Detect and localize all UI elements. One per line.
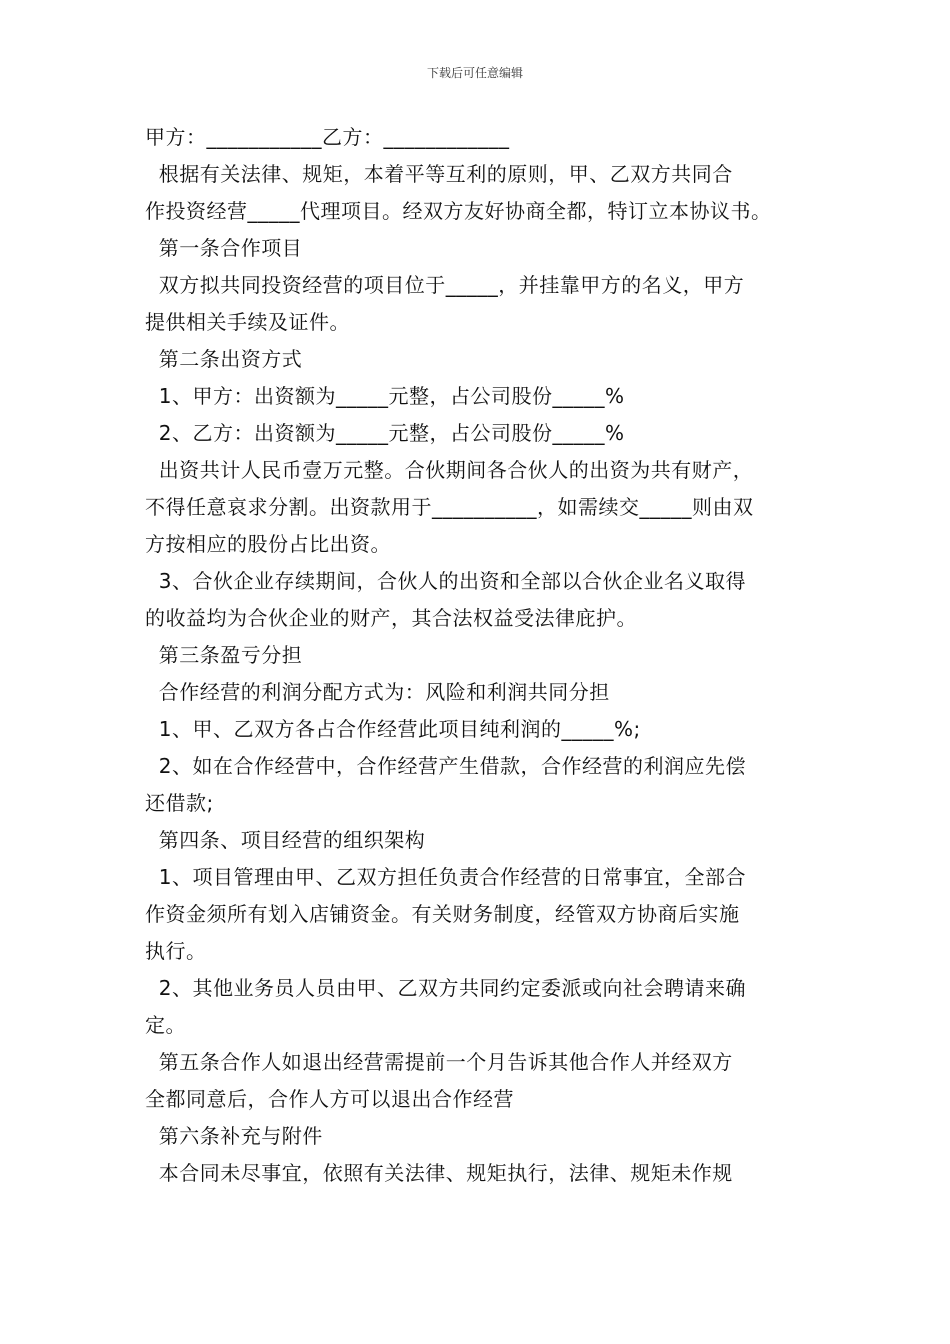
text-line: 全都同意后，合作人方可以退出合作经营 xyxy=(145,1087,514,1111)
section-heading: 第四条、项目经营的组织架构 xyxy=(145,828,426,852)
text-line: 1、甲、乙双方各占合作经营此项目纯利润的_____%; xyxy=(145,717,641,741)
page-header: 下载后可任意编辑 xyxy=(426,66,523,80)
text-line: 2、其他业务员人员由甲、乙双方共同约定委派或向社会聘请来确 xyxy=(145,976,746,1000)
text-line: 方按相应的股份占比出资。 xyxy=(145,532,391,556)
document-body xyxy=(145,119,815,1192)
text-line: 合作经营的利润分配方式为：风险和利润共同分担 xyxy=(145,680,610,704)
text-line: 作投资经营_____代理项目。经双方友好协商全都，特订立本协议书。 xyxy=(145,199,772,223)
text-line: 1、项目管理由甲、乙双方担任负责合作经营的日常事宜，全部合 xyxy=(145,865,746,889)
text-line: 2、如在合作经营中，合作经营产生借款，合作经营的利润应先偿 xyxy=(145,754,746,778)
section-heading: 第一条合作项目 xyxy=(145,236,303,260)
section-heading: 第五条合作人如退出经营需提前一个月告诉其他合作人并经双方 xyxy=(145,1050,733,1074)
text-line: 的收益均为合伙企业的财产，其合法权益受法律庇护。 xyxy=(145,606,637,630)
text-line: 双方拟共同投资经营的项目位于_____，并挂靠甲方的名义，甲方 xyxy=(145,273,745,297)
text-line: 执行。 xyxy=(145,939,207,963)
text-line: 提供相关手续及证件。 xyxy=(145,310,350,334)
text-line: 甲方：___________乙方：____________ xyxy=(145,125,510,149)
text-line: 3、合伙企业存续期间，合伙人的出资和全部以合伙企业名义取得 xyxy=(145,569,746,593)
text-line: 根据有关法律、规矩，本着平等互利的原则，甲、乙双方共同合 xyxy=(145,162,733,186)
text-line: 1、甲方：出资额为_____元整，占公司股份_____% xyxy=(145,384,625,408)
text-line: 作资金须所有划入店铺资金。有关财务制度，经管双方协商后实施 xyxy=(145,902,740,926)
text-line: 出资共计人民币壹万元整。合伙期间各合伙人的出资为共有财产， xyxy=(145,458,754,482)
section-heading: 第三条盈亏分担 xyxy=(145,643,303,667)
text-line: 定。 xyxy=(145,1013,186,1037)
section-heading: 第六条补充与附件 xyxy=(145,1124,323,1148)
section-heading: 第二条出资方式 xyxy=(145,347,303,371)
text-line: 本合同未尽事宜，依照有关法律、规矩执行，法律、规矩未作规 xyxy=(145,1161,733,1185)
text-line: 2、乙方：出资额为_____元整，占公司股份_____% xyxy=(145,421,625,445)
text-line: 不得任意哀求分割。出资款用于__________，如需续交_____则由双 xyxy=(145,495,754,519)
text-line: 还借款; xyxy=(145,791,214,815)
